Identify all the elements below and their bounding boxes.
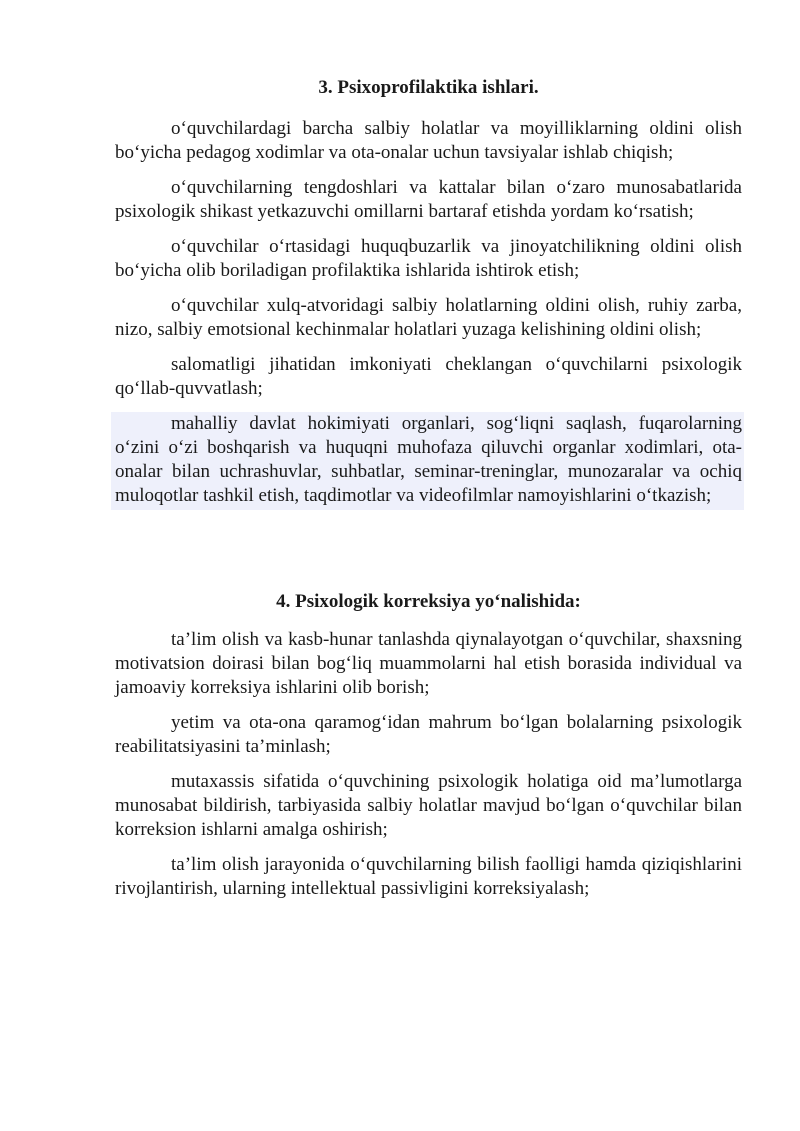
paragraph: o‘quvchilar o‘rtasidagi huquqbuzarlik va jinoyatchilikning oldini olish bo‘yicha olib boriladigan profilaktika ishlarida ishtirok etish; — [115, 236, 742, 281]
section-heading: 4. Psixologik korreksiya yo‘nalishida: — [276, 591, 581, 612]
paragraph: o‘quvchilarning tengdoshlari va kattalar bilan o‘zaro munosabatlarida psixologik shikast yetkazuvchi omillarni bartaraf etishda yordam ko‘rsatish; — [115, 177, 742, 222]
section-psychological-correction — [115, 590, 742, 901]
paragraph: ta’lim olish va kasb-hunar tanlashda qiynalayotgan o‘quvchilar, shaxsning motivatsion doirasi bilan bog‘liq muammolarni hal etish borasida individual va jamoaviy korreksiya ishlarini olib borish; — [115, 629, 742, 698]
paragraph-highlighted: mahalliy davlat hokimiyati organlari, sog‘liqni saqlash, fuqarolarning o‘zini o‘zi boshqarish va huquqni muhofaza qiluvchi organlar xodimlari, ota-onalar bilan uchrashuvlar, suhbatlar, seminar-treninglar, munozaralar va ochiq muloqotlar tashkil etish, taqdimotlar va videofilmlar namoyishlarini o‘tkazish; — [111, 412, 744, 510]
paragraph: mutaxassis sifatida o‘quvchining psixologik holatiga oid ma’lumotlarga munosabat bildirish, tarbiyasida salbiy holatlar mavjud bo‘lgan o‘quvchilar bilan korreksion ishlarni amalga oshirish; — [115, 771, 742, 840]
section-psychoprophylaxis — [115, 0, 742, 510]
paragraph: yetim va ota-ona qaramog‘idan mahrum bo‘lgan bolalarning psixologik reabilitatsiyasini ta’minlash; — [115, 712, 742, 757]
paragraph: salomatligi jihatidan imkoniyati cheklangan o‘quvchilarni psixologik qo‘llab-quvvatlash; — [115, 354, 742, 399]
paragraph: ta’lim olish jarayonida o‘quvchilarning bilish faolligi hamda qiziqishlarini rivojlantirish, ularning intellektual passivligini korreksiyalash; — [115, 854, 742, 899]
paragraph: o‘quvchilar xulq-atvoridagi salbiy holatlarning oldini olish, ruhiy zarba, nizo, salbiy emotsional kechinmalar holatlari yuzaga kelishining oldini olish; — [115, 295, 742, 340]
section-heading: 3. Psixoprofilaktika ishlari. — [318, 77, 539, 98]
paragraph: o‘quvchilardagi barcha salbiy holatlar va moyilliklarning oldini olish bo‘yicha pedagog xodimlar va ota-onalar uchun tavsiyalar ishlab chiqish; — [115, 118, 742, 163]
document-page — [115, 0, 742, 912]
